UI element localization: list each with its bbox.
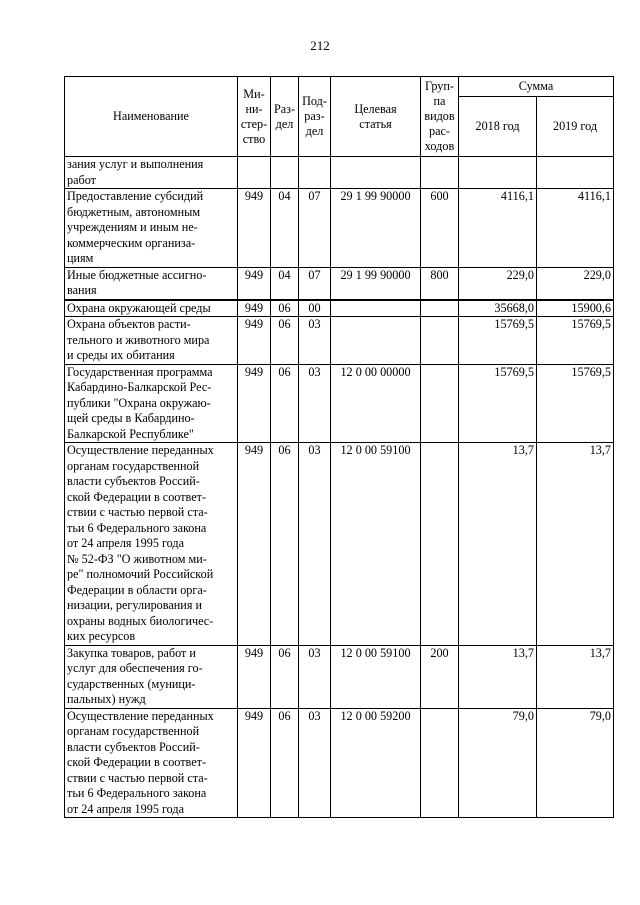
row-target [331,157,421,189]
row-expense-group: 800 [421,267,459,300]
row-sum-2019: 229,0 [537,267,614,300]
row-section: 06 [271,443,299,646]
row-name: Государственная программа Кабардино-Балкарской Рес- публики "Охрана окружаю- щей среды в Кабардино- Балкарской Республике" [65,364,238,443]
row-name: Предоставление субсидий бюджетным, автономным учреждениям и иным не- коммерческим организа- циям [65,189,238,268]
header-section: Раз- дел [271,77,299,157]
row-sum-2019 [537,157,614,189]
row-section: 04 [271,267,299,300]
row-expense-group [421,157,459,189]
header-ministry: Ми- ни- стер- ство [238,77,271,157]
row-name: зания услуг и выполнения работ [65,157,238,189]
row-ministry: 949 [238,645,271,708]
row-sum-2019: 79,0 [537,708,614,818]
row-sum-2019: 4116,1 [537,189,614,268]
header-expense-group: Груп- па видов рас- ходов [421,77,459,157]
row-section: 06 [271,364,299,443]
row-expense-group [421,300,459,317]
row-name: Иные бюджетные ассигно- вания [65,267,238,300]
header-year-2018: 2018 год [459,97,537,157]
header-name: Наименование [65,77,238,157]
table-row [65,317,614,365]
budget-table [64,76,614,818]
table-row [65,267,614,300]
row-sum-2018: 13,7 [459,443,537,646]
row-sum-2018: 79,0 [459,708,537,818]
row-sum-2019: 15769,5 [537,364,614,443]
row-section: 06 [271,317,299,365]
row-name: Осуществление переданных органам государственной власти субъектов Россий- ской Федерации в соответ- ствии с частью первой ста- тьи 6 Федерального закона от 24 апреля 1995 года № 52-ФЗ "О животном ми- ре" полномочий Российской Федерации в области орга- низации, регулирования и охраны водных биологичес- ких ресурсов [65,443,238,646]
header-sum: Сумма [459,77,614,97]
row-sum-2019: 13,7 [537,443,614,646]
row-sum-2018: 4116,1 [459,189,537,268]
row-expense-group [421,364,459,443]
row-target: 12 0 00 59100 [331,443,421,646]
row-target: 12 0 00 59100 [331,645,421,708]
row-subsection: 03 [299,443,331,646]
row-ministry: 949 [238,300,271,317]
row-subsection: 07 [299,267,331,300]
row-sum-2018: 13,7 [459,645,537,708]
row-name: Осуществление переданных органам государственной власти субъектов Россий- ской Федерации в соответ- ствии с частью первой ста- тьи 6 Федерального закона от 24 апреля 1995 года [65,708,238,818]
row-target: 29 1 99 90000 [331,189,421,268]
row-target [331,317,421,365]
row-subsection: 03 [299,317,331,365]
row-section: 06 [271,708,299,818]
row-name: Охрана окружающей среды [65,300,238,317]
row-ministry: 949 [238,189,271,268]
row-expense-group: 600 [421,189,459,268]
table-row [65,300,614,317]
row-expense-group [421,317,459,365]
row-subsection: 03 [299,708,331,818]
row-ministry [238,157,271,189]
row-subsection: 00 [299,300,331,317]
row-section: 06 [271,300,299,317]
row-section [271,157,299,189]
row-target: 29 1 99 90000 [331,267,421,300]
row-expense-group [421,708,459,818]
row-sum-2018 [459,157,537,189]
row-expense-group: 200 [421,645,459,708]
table-header [65,77,614,157]
row-subsection: 03 [299,364,331,443]
row-target [331,300,421,317]
row-name: Охрана объектов расти- тельного и животного мира и среды их обитания [65,317,238,365]
row-expense-group [421,443,459,646]
row-sum-2019: 13,7 [537,645,614,708]
page-number: 212 [310,38,330,53]
table-row [65,189,614,268]
table-row [65,443,614,646]
row-section: 04 [271,189,299,268]
table-row [65,645,614,708]
row-sum-2018: 229,0 [459,267,537,300]
row-subsection: 07 [299,189,331,268]
row-subsection: 03 [299,645,331,708]
row-target: 12 0 00 59200 [331,708,421,818]
row-target: 12 0 00 00000 [331,364,421,443]
row-sum-2019: 15769,5 [537,317,614,365]
table-row [65,708,614,818]
row-subsection [299,157,331,189]
row-ministry: 949 [238,317,271,365]
row-ministry: 949 [238,267,271,300]
table-row [65,364,614,443]
header-subsection: Под- раз- дел [299,77,331,157]
header-target: Целевая статья [331,77,421,157]
row-ministry: 949 [238,708,271,818]
row-sum-2018: 35668,0 [459,300,537,317]
row-sum-2018: 15769,5 [459,364,537,443]
header-year-2019: 2019 год [537,97,614,157]
row-ministry: 949 [238,364,271,443]
row-name: Закупка товаров, работ и услуг для обеспечения го- сударственных (муници- пальных) нужд [65,645,238,708]
table-body [65,157,614,818]
table-row [65,157,614,189]
row-sum-2019: 15900,6 [537,300,614,317]
row-sum-2018: 15769,5 [459,317,537,365]
row-ministry: 949 [238,443,271,646]
row-section: 06 [271,645,299,708]
